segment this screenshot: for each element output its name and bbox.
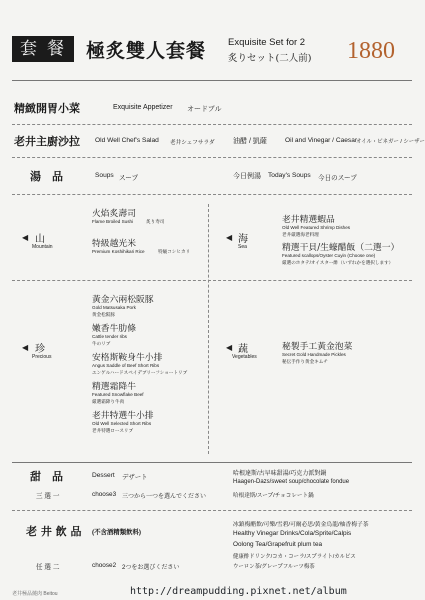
dish-name: 秘製手工黃金泡菜 <box>282 342 353 352</box>
footer-text: 老井極品燒肉 Beitou <box>12 591 58 597</box>
dish-jp: エンゲルハードスペイデブリーフショートリブ <box>92 370 188 375</box>
today-soup-zh: 今日例湯 <box>233 173 261 180</box>
dish-name: 老井特選牛小排 <box>92 411 154 421</box>
dessert-choose-jp: 三つから一つを選んでください <box>122 494 207 500</box>
appetizer-jp: オードブル <box>187 106 222 113</box>
dish-name: 火焰炙壽司 <box>92 209 136 219</box>
dressing-zh: 油醋 / 凱薩 <box>233 138 267 145</box>
soup-title: 湯 品 <box>30 170 63 183</box>
dish-en: Old Well Selected Short Ribs <box>92 421 152 426</box>
salad-en: Old Well Chef's Salad <box>95 137 159 144</box>
english-title: Exquisite Set for 2 <box>228 37 306 48</box>
drinks-option-en: Healthy Vinegar Drinks/Cola/Sprite/Calpis <box>233 530 352 537</box>
soup-jp: スープ <box>119 175 139 182</box>
sea-en: Sea <box>238 244 247 250</box>
dish-name: 嫩香牛肋條 <box>92 324 136 334</box>
mountain-label: 山 <box>35 234 45 245</box>
drinks-title: 老 井 飲 品 <box>26 525 82 538</box>
watermark-link[interactable]: http://dreampudding.pixnet.net/album <box>130 586 347 597</box>
dessert-title: 甜 品 <box>30 470 63 483</box>
precious-label: 珍 <box>35 344 45 355</box>
divider <box>12 194 412 195</box>
drinks-choose-zh: 任 選 二 <box>36 564 60 571</box>
drinks-choose-jp: 2つをお選びください <box>122 565 180 571</box>
drinks-option-zh: 冰鎮梅醋飲/可樂/雪碧/可爾必思/黃金烏龍/柚香梅子茶 <box>233 522 369 528</box>
dish-name: 特級越光米 <box>92 239 136 249</box>
dish-jp: 特級コシヒカリ <box>158 249 191 254</box>
today-soup-jp: 今日のスープ <box>318 175 357 182</box>
soup-en: Soups <box>95 172 114 179</box>
dressing-en: Oil and Vinegar / Caesar <box>285 137 358 144</box>
page-title: 極炙雙人套餐 <box>86 40 207 62</box>
dish-en: Angus Saddle of Beef Short Ribs <box>92 363 160 368</box>
dish-jp: 炙り寿司 <box>146 219 165 224</box>
mountain-arrow-icon: ◀ <box>22 233 29 242</box>
salad-title: 老井主廚沙拉 <box>14 135 80 148</box>
dish-jp: 老井厳選海老料理 <box>282 232 319 237</box>
divider <box>12 462 412 463</box>
divider <box>12 124 412 125</box>
dessert-option-zh: 哈根達斯/古早味甜湯/巧克力派對鍋 <box>233 471 327 477</box>
dish-en: Flame Broiled Sushi <box>92 219 134 224</box>
dish-name: 老井精選蝦品 <box>282 215 335 225</box>
set-label-box: 套餐 <box>12 36 74 62</box>
dessert-option-en: Haagen-Dazs/sweet soup/chocolate fondue <box>233 479 350 485</box>
drinks-option-en: Oolong Tea/Grapefruit plum tea <box>233 541 323 548</box>
veg-en: Vegetables <box>232 354 257 360</box>
dessert-en: Dessert <box>92 472 115 479</box>
dish-en: Old Well Featured Shrimp Dishes <box>282 225 351 230</box>
japanese-title: 炙りセット(二人前) <box>228 53 312 64</box>
divider <box>12 80 412 81</box>
dessert-choose-en: choose3 <box>92 491 117 498</box>
drinks-option-jp: ウーロン茶/グレープフルーツ梅茶 <box>233 564 315 570</box>
divider <box>12 280 412 281</box>
column-divider <box>208 204 209 454</box>
appetizer-en: Exquisite Appetizer <box>113 104 173 111</box>
dish-jp: 厳選霜降り牛肉 <box>92 399 125 404</box>
appetizer-title: 精緻開胃小菜 <box>14 102 80 115</box>
drinks-note: (不含酒精類飲料) <box>92 529 141 536</box>
drinks-choose-en: choose2 <box>92 562 117 569</box>
dressing-jp: オイル・ビネガー / シーザー <box>356 139 425 145</box>
dish-jp: 秘伝手作り黄金キムチ <box>282 359 328 364</box>
dish-en: Featured scallops/Oyster Cuyin (Choose one) <box>282 253 376 258</box>
dish-jp: 老井特選ロースリブ <box>92 428 134 433</box>
veg-label: 蔬 <box>238 344 248 355</box>
veg-arrow-icon: ◀ <box>226 343 233 352</box>
dish-name: 精選干貝/生蠔醋飯（二選一） <box>282 243 400 253</box>
dish-jp: 黄金松阪豚 <box>92 312 115 317</box>
drinks-option-jp: 健康酢ドリンク/コカ・コーラ/スプライト/カルピス <box>233 554 356 560</box>
divider <box>12 510 412 511</box>
dish-name: 黃金六兩松阪豚 <box>92 295 154 305</box>
dessert-choose-zh: 三 選 一 <box>36 493 60 500</box>
mountain-en: Mountain <box>32 244 53 250</box>
salad-jp: 老井シェフサラダ <box>170 140 215 146</box>
dish-name: 精選霜降牛 <box>92 382 136 392</box>
today-soup-en: Today's Soups <box>268 172 311 179</box>
dish-en: Cattle tender ribs <box>92 334 127 339</box>
dessert-jp: デザート <box>122 474 148 481</box>
dessert-option-jp: 哈根達斯/スープ/チョコレート鍋 <box>233 493 314 499</box>
dish-en: Featured Snowflake Beef <box>92 392 144 397</box>
precious-en: Precious <box>32 354 52 360</box>
sea-label: 海 <box>238 234 248 245</box>
dish-en: Premium Koshihikari Rice <box>92 249 145 254</box>
dish-name: 安格斯鞍身牛小排 <box>92 353 163 363</box>
precious-arrow-icon: ◀ <box>22 343 29 352</box>
price: 1880 <box>347 38 395 64</box>
sea-arrow-icon: ◀ <box>226 233 233 242</box>
dish-en: Secret Gold Handmade Pickles <box>282 352 346 357</box>
dish-en: Gold Matsusaka Pork <box>92 305 136 310</box>
divider <box>12 157 412 158</box>
dish-jp: 牛のリブ <box>92 341 111 346</box>
dish-jp: 厳選のホタテ/オイスター酢（いずれかを選択します） <box>282 260 394 265</box>
